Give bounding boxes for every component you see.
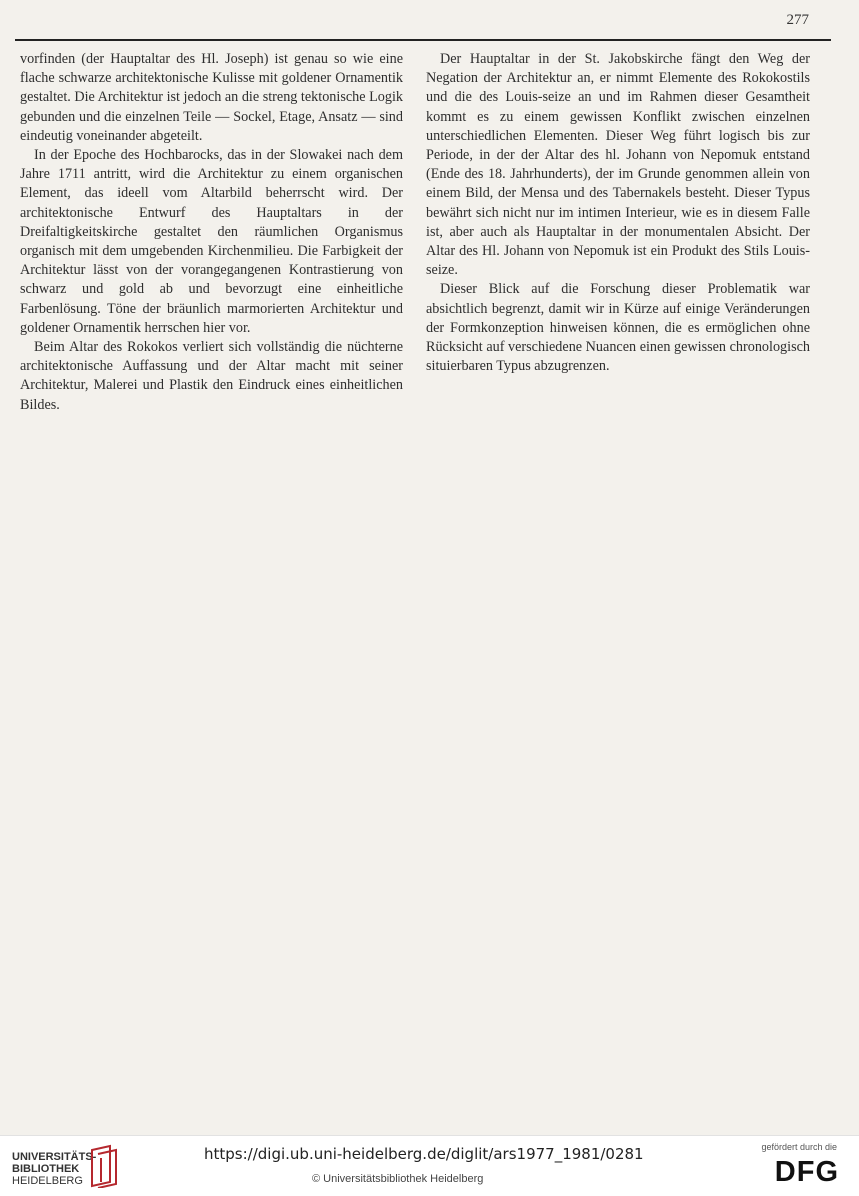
library-name-line: UNIVERSITÄTS- xyxy=(12,1151,97,1163)
right-column xyxy=(426,50,810,376)
dfg-logo[interactable]: DFG xyxy=(774,1156,839,1188)
paragraph: Dieser Blick auf die Forschung dieser Problematik war absichtlich begrenzt, damit wir in Kürze auf einige Veränderungen der Formkonzeption hinweisen können, die es ermöglichen ohne Rücksicht auf verschiedene Nuancen einen gewissen chronologisch situierbaren Typus abzugrenzen. xyxy=(426,281,810,375)
paragraph: In der Epoche des Hochbarocks, das in der Slowakei nach dem Jahre 1711 antritt, wird die Architektur zu einem organischen Element, das ideell vom Altarbild beherrscht wird. Der architektonische Entwurf des Hauptaltars in der Dreifaltigkeitskirche gestaltet den räumlichen Organismus organisch mit dem umgebenden Kirchenmilieu. Die Farbigkeit der Architektur lässt von der vorangegangenen Kontrastierung von schwarz und gold ab und bevorzugt eine einheitliche Farbenlösung. Töne der bräunlich marmorierten Architektur und goldener Ornamentik herrschen hier vor. xyxy=(20,147,403,336)
header-rule xyxy=(15,39,831,41)
library-logo[interactable] xyxy=(12,1151,96,1187)
permalink-url[interactable]: https://digi.ub.uni-heidelberg.de/diglit/ars1977_1981/0281 xyxy=(204,1145,644,1163)
funding-label: gefördert durch die xyxy=(761,1142,837,1152)
library-name-line: BIBLIOTHEK xyxy=(12,1163,80,1175)
library-emblem-icon xyxy=(88,1144,120,1188)
page-number: 277 xyxy=(786,12,809,28)
copyright-notice: © Universitätsbibliothek Heidelberg xyxy=(312,1173,484,1185)
footer-bar xyxy=(0,1135,859,1196)
left-column xyxy=(20,50,403,415)
paragraph: Der Hauptaltar in der St. Jakobskirche fängt den Weg der Negation der Architektur an, er nimmt Elemente des Rokokostils und die des Louis-seize an und im Rahmen dieser Gesamtheit kommt es zu einem gewissen Konflikt zwischen einzelnen unterschiedlichen Elementen. Dieser Weg führt logisch bis zur Periode, in der der Altar des hl. Johann von Nepomuk entstand (Ende des 18. Jahrhunderts), der im Grunde genommen allein von einem Bild, der Mensa und des Tabernakels besteht. Dieser Typus bewährt sich nicht nur im intimen Interieur, wie es in diesem Falle ist, aber auch als Hauptaltar in der monumentalen Absicht. Der Altar des Hl. Johann von Nepomuk ist ein Produkt des Stils Louis-seize. xyxy=(426,51,810,279)
paragraph: Beim Altar des Rokokos verliert sich vollständig die nüchterne architektonische Auffassung und der Altar macht mit seiner Architektur, Malerei und Plastik den Eindruck eines einheitlichen Bildes. xyxy=(20,339,403,413)
library-name-line: HEIDELBERG xyxy=(12,1175,83,1187)
paragraph: vorfinden (der Hauptaltar des Hl. Joseph) ist genau so wie eine flache schwarze architektonische Kulisse mit goldener Ornamentik gestaltet. Die Architektur ist jedoch an die streng tektonische Logik gebunden und die einzelnen Teile — Sockel, Etage, Ansatz — sind eindeutig voneinander abgeteilt. xyxy=(20,51,403,144)
